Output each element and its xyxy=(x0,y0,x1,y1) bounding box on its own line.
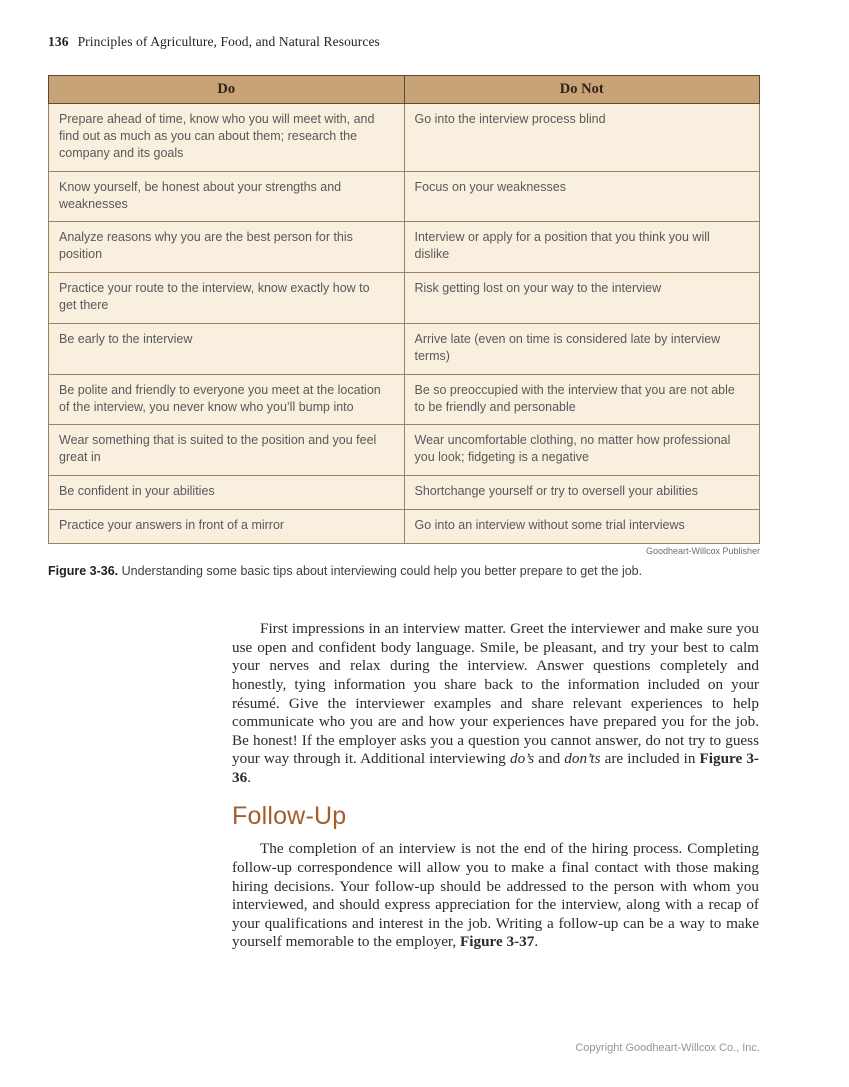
copyright-footer: Copyright Goodheart-Willcox Co., Inc. xyxy=(575,1042,760,1054)
figure-caption xyxy=(48,563,760,579)
italic-term: don’ts xyxy=(564,750,601,768)
column-header-do-not: Do Not xyxy=(404,76,760,104)
do-cell: Wear something that is suited to the position and you feel great in xyxy=(49,425,405,476)
running-head xyxy=(48,34,760,50)
do-cell: Be confident in your abilities xyxy=(49,476,405,510)
table-row xyxy=(49,104,760,172)
table-row xyxy=(49,323,760,374)
do-not-cell: Focus on your weaknesses xyxy=(404,171,760,222)
do-not-cell: Interview or apply for a position that you think you will dislike xyxy=(404,222,760,273)
table-row xyxy=(49,476,760,510)
book-title: Principles of Agriculture, Food, and Natural Resources xyxy=(77,34,380,49)
do-not-cell: Arrive late (even on time is considered late by interview terms) xyxy=(404,323,760,374)
do-not-cell: Wear uncomfortable clothing, no matter how professional you look; fidgeting is a negative xyxy=(404,425,760,476)
follow-up-paragraph xyxy=(232,840,759,952)
table-row xyxy=(49,222,760,273)
do-cell: Be early to the interview xyxy=(49,323,405,374)
do-cell: Be polite and friendly to everyone you meet at the location of the interview, you never know who you’ll bump into xyxy=(49,374,405,425)
do-not-cell: Be so preoccupied with the interview that you are not able to be friendly and personable xyxy=(404,374,760,425)
table-row xyxy=(49,374,760,425)
do-not-cell: Go into an interview without some trial interviews xyxy=(404,510,760,544)
do-not-cell: Go into the interview process blind xyxy=(404,104,760,172)
table-row xyxy=(49,510,760,544)
paragraph-text: are included in xyxy=(600,750,700,768)
section-heading-follow-up: Follow-Up xyxy=(232,802,347,831)
italic-term: do’s xyxy=(509,750,535,768)
paragraph-text: . xyxy=(247,768,251,786)
table-row xyxy=(49,425,760,476)
do-cell: Know yourself, be honest about your strengths and weaknesses xyxy=(49,171,405,222)
column-header-do: Do xyxy=(49,76,405,104)
do-not-cell: Shortchange yourself or try to oversell your abilities xyxy=(404,476,760,510)
paragraph-text: and xyxy=(534,750,565,768)
do-cell: Prepare ahead of time, know who you will meet with, and find out as much as you can about them; research the company and its goals xyxy=(49,104,405,172)
intro-paragraph xyxy=(232,620,759,787)
paragraph-text: . xyxy=(534,933,539,951)
table-row xyxy=(49,171,760,222)
figure-label: Figure 3-36. xyxy=(48,563,119,578)
figure-caption-text: Understanding some basic tips about interviewing could help you better prepare to get the job. xyxy=(118,563,643,578)
do-cell: Practice your answers in front of a mirror xyxy=(49,510,405,544)
table-header-row xyxy=(49,76,760,104)
paragraph-text: First impressions in an interview matter. Greet the interviewer and make sure you use open and confident body language. Smile, be pleasant, and try your best to calm your nerves and relax during the interview. Answer questions completely and honestly, tying information you share back to the information included on your résumé. Give the interviewer examples and share relevant experiences to help communicate who you are and how your experiences have prepared you for the job. Be honest! If the employer asks you a question you cannot answer, do not try to guess your way through it. Additional interviewing xyxy=(232,620,759,768)
paragraph-text: The completion of an interview is not the end of the hiring process. Completing follow-up correspondence will allow you to make a final contact with those making hiring decisions. Your follow-up should be addressed to the person with whom you interviewed, and should express appreciation for the interview, along with a recap of your qualifications and interest in the job. Writing a follow-up can be a way to make yourself memorable to the employer, xyxy=(232,840,759,951)
table-row xyxy=(49,273,760,324)
page-number: 136 xyxy=(48,34,69,49)
do-cell: Analyze reasons why you are the best person for this position xyxy=(49,222,405,273)
body-text-column xyxy=(232,620,759,952)
do-do-not-table xyxy=(48,75,760,544)
publisher-credit: Goodheart-Willcox Publisher xyxy=(645,545,760,556)
do-cell: Practice your route to the interview, know exactly how to get there xyxy=(49,273,405,324)
do-not-cell: Risk getting lost on your way to the interview xyxy=(404,273,760,324)
figure-reference: Figure 3-36 xyxy=(232,750,759,786)
figure-reference: Figure 3-37 xyxy=(459,933,535,951)
